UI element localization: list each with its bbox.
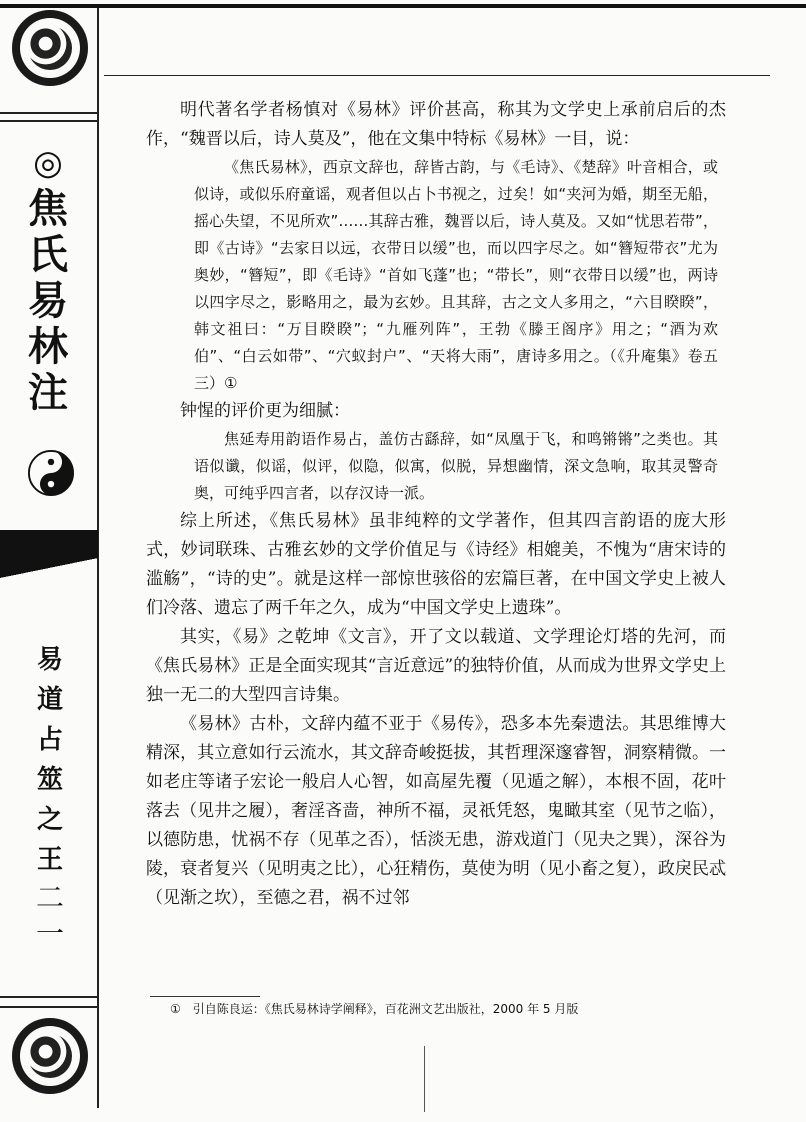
sidebar-rule: [0, 120, 98, 122]
title-char: 林: [28, 324, 68, 370]
yin-yang-icon: [28, 450, 74, 496]
block-quote: 焦延寿用韵语作易占，盖仿古繇辞，如“凤凰于飞，和鸣锵锵”之类也。其语似谶，似谣，似评，似隐，似寓，似脱，异想幽情，深文急响，取其灵警奇奥，可纯乎四言者，以存汉诗一派。: [194, 430, 718, 502]
paragraph: 综上所述，《焦氏易林》虽非纯粹的文学著作，但其四言韵语的庞大形式，妙词联珠、古雅玄妙的文学价值足与《诗经》相媲美，不愧为“唐宋诗的滥觞”，“诗的史”。就是这样一部惊世骇俗的宏篇巨著，在中国文学史上被人们冷落、遗忘了两千年之久，成为“中国文学史上遗珠”。: [146, 511, 726, 618]
subtitle-char: 道: [36, 685, 63, 715]
tiger-emblem-icon: [12, 1018, 88, 1094]
subtitle-char: 筮: [36, 765, 63, 795]
sidebar-rule: [0, 996, 98, 998]
paragraph: 明代著名学者杨慎对《易林》评价甚高，称其为文学史上承前启后的杰作，“魏晋以后，诗人莫及”，他在文集中特标《易林》一目，说：: [146, 100, 726, 149]
dragon-emblem-icon: [12, 10, 88, 86]
gutter-line: [424, 1046, 425, 1112]
subtitle-char: 之: [36, 805, 63, 835]
title-char: 易: [28, 278, 68, 324]
footnote: ① 引自陈良运：《焦氏易林诗学阐释》，百花洲文艺出版社，2000 年 5 月版: [170, 1002, 579, 1016]
sidebar-rule: [0, 1006, 98, 1008]
subtitle-char: 易: [36, 645, 63, 675]
footnote-rule: [150, 996, 260, 997]
main-text: [146, 96, 726, 913]
paragraph: 《易林》古朴，文辞内蕴不亚于《易传》，恐多本先秦遗法。其思维博大精深，其立意如行云流水，其文辞奇峻挺拔，其哲理深邃睿智，洞察精微。一如老庄等诸子宏论一般启人心智，如高屋先覆（见遁之解），本根不固，花叶落去（见井之履），奢淫吝啬，神所不福，灵祇凭怒，鬼瞰其室（见节之临），以德防患，忧祸不存（见革之否），恬淡无患，游戏道门（见夬之巽），深谷为陵，衰者复兴（见明夷之比），心狂精伤，莫使为明（见小畜之复），政戾民忒（见渐之坎），至德之君，祸不过邻: [146, 714, 726, 908]
title-mark: ◎: [33, 143, 63, 183]
block-quote: 《焦氏易林》，西京文辞也，辞皆古韵，与《毛诗》、《楚辞》叶音相合，或似诗，或似乐府童谣，观者但以占卜书视之，过矣！如“夹河为婚，期至无船，摇心失望，不见所欢”……其辞古雅，魏晋以后，诗人莫及。又如“忧思若带”，即《古诗》“去家日以远，衣带日以缓”也，而以四字尽之。如“簪短带衣”尤为奥妙，“簪短”，即《毛诗》“首如飞蓬”也；“带长”，则“衣带日以缓”也，两诗以四字尽之，影略用之，最为玄妙。且其辞，古之文人多用之，“六目睽睽”，韩文祖曰：“万目睽睽”；“九雁列阵”，王勃《滕王阁序》用之；“酒为欢伯”、“白云如带”、“穴蚁封户”、“天将大雨”，唐诗多用之。（《升庵集》卷五三）①: [194, 158, 718, 392]
top-rule: [0, 4, 806, 8]
book-title: [18, 140, 78, 416]
paragraph: 其实，《易》之乾坤《文言》，开了文以载道、文学理论灯塔的先河，而《焦氏易林》正是全面实现其“言近意远”的独特价值，从而成为世界文学史上独一无二的大型四言诗集。: [146, 627, 726, 705]
paragraph: 钟惺的评价更为细腻：: [180, 401, 350, 421]
subtitle-char: 占: [36, 725, 63, 755]
header-rule: [104, 75, 770, 76]
subtitle-char: 王: [36, 845, 63, 875]
sidebar-rule: [0, 112, 98, 114]
book-subtitle: [30, 640, 70, 880]
title-char: 焦: [28, 186, 68, 232]
title-char: 氏: [28, 232, 68, 278]
title-char: 注: [28, 370, 68, 416]
page-number: 二一: [35, 881, 64, 950]
sidebar-band: [0, 530, 98, 558]
